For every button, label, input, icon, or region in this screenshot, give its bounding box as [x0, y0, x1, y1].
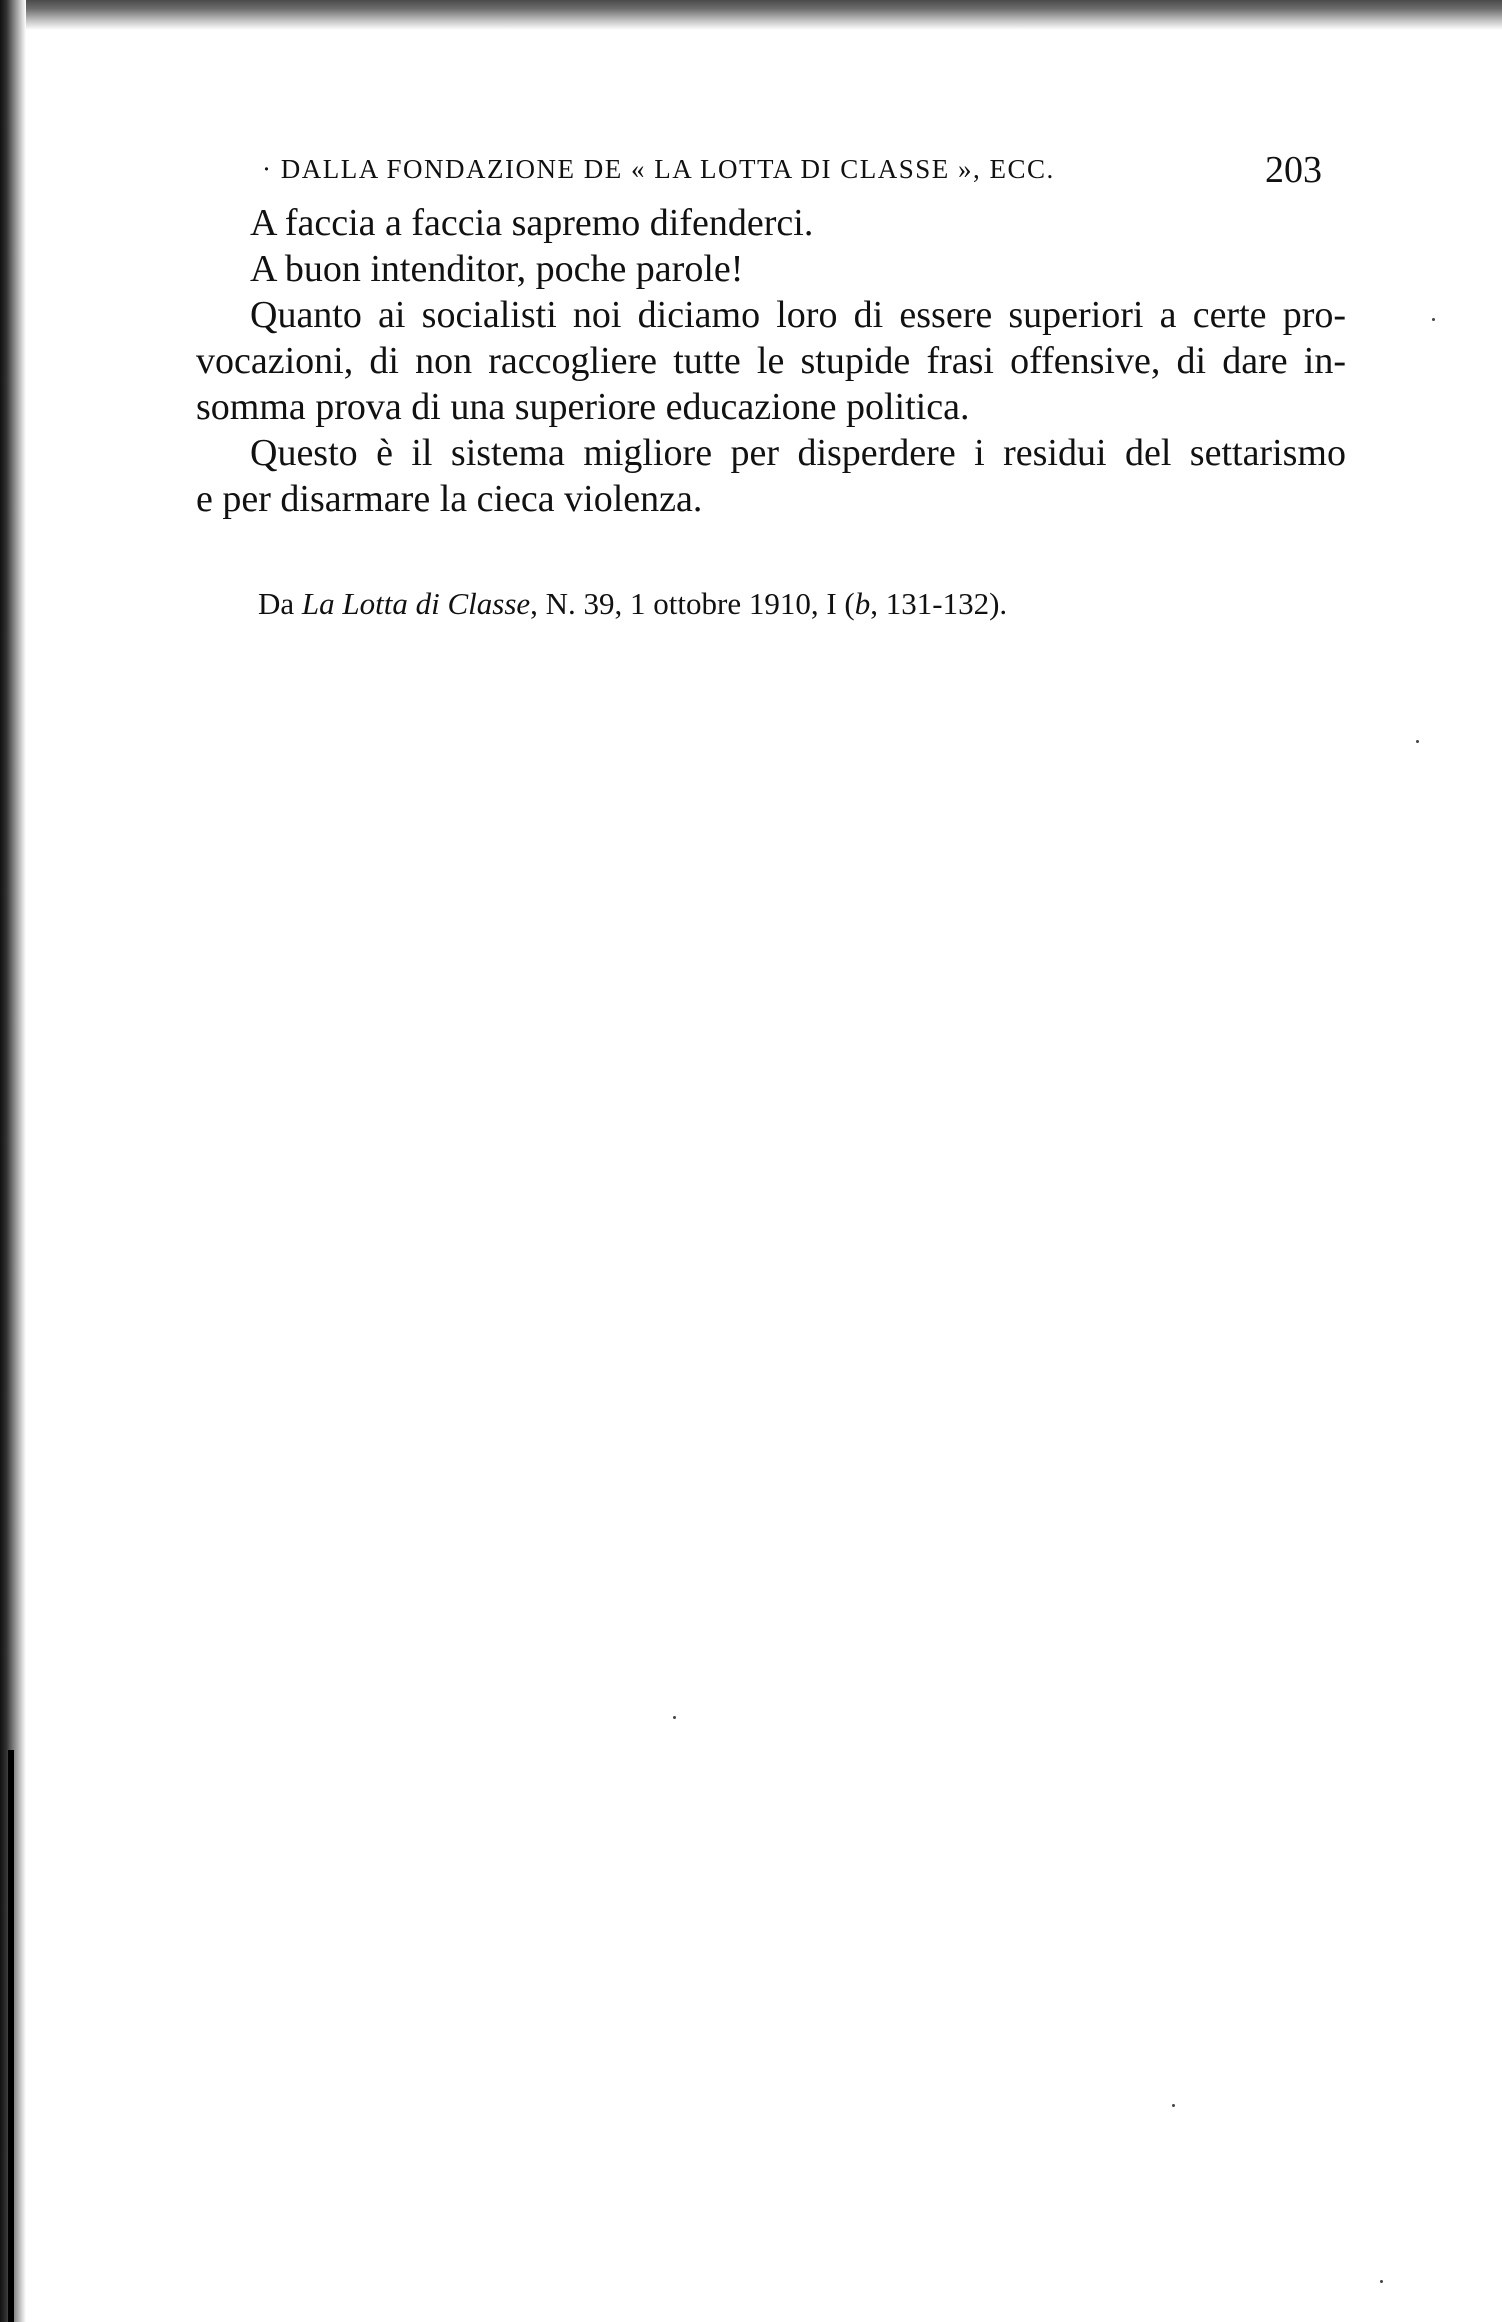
running-title: · DALLA FONDAZIONE DE « LA LOTTA DI CLASSE », ECC.: [262, 154, 1055, 184]
text-line: Quanto ai socialisti noi diciamo loro di essere superiori a certe pro-: [250, 294, 1346, 336]
scan-speck: [1380, 2280, 1383, 2283]
text-line: vocazioni, di non raccogliere tutte le stupide frasi offensive, di dare in-: [196, 340, 1346, 382]
scan-speck: [1416, 740, 1419, 743]
source-middle: , N. 39, 1 ottobre 1910, I (: [530, 586, 855, 621]
source-prefix: Da: [258, 586, 302, 621]
body-text: [196, 200, 1346, 522]
scan-speck: [1172, 2104, 1175, 2107]
source-title: La Lotta di Classe: [301, 586, 531, 621]
text-line: Questo è il sistema migliore per disperdere i residui del settarismo: [250, 432, 1346, 474]
source-ref: b: [854, 586, 871, 621]
text-line: somma prova di una superiore educazione politica.: [196, 386, 970, 428]
scan-edge-top: [0, 0, 1502, 30]
text-line: A faccia a faccia sapremo difenderci.: [250, 202, 814, 244]
scan-speck: [673, 1716, 676, 1719]
scan-binding-line: [8, 1750, 14, 2322]
running-head: [262, 148, 1322, 191]
source-suffix: , 131-132).: [870, 586, 1008, 621]
text-line: e per disarmare la cieca violenza.: [196, 478, 703, 520]
scan-speck: [1432, 318, 1435, 321]
text-line: A buon intenditor, poche parole!: [250, 248, 744, 290]
page-number: 203: [1265, 149, 1322, 191]
source-citation: [258, 586, 1007, 622]
